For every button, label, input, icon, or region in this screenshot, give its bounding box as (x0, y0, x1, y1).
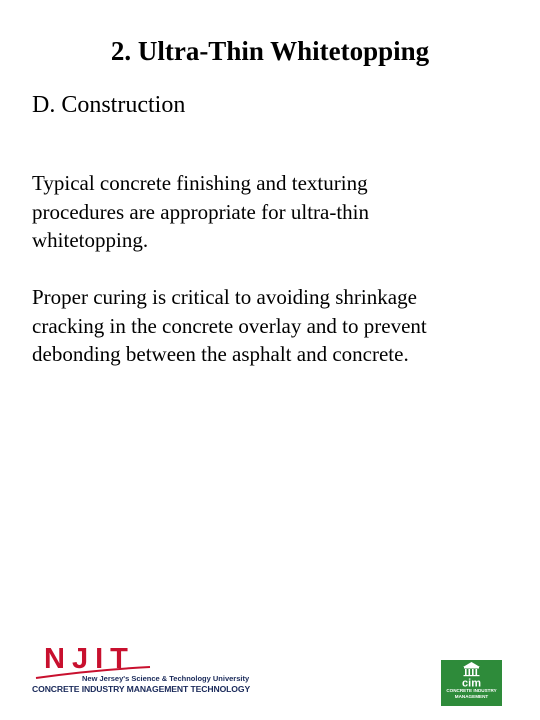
njit-department-name: CONCRETE INDUSTRY MANAGEMENT TECHNOLOGY (32, 684, 251, 694)
njit-logo (32, 644, 272, 698)
cim-name-line-2: MANAGEMENT (454, 693, 489, 699)
section-heading: D. Construction (32, 92, 186, 118)
cim-building-icon (441, 660, 502, 688)
njit-university-tagline: New Jersey's Science & Technology University (82, 674, 250, 683)
slide-title: 2. Ultra-Thin Whitetopping (110, 36, 430, 66)
svg-text:cim: cim (462, 677, 481, 688)
cim-logo (441, 660, 502, 706)
body-paragraph-curing: Proper curing is critical to avoiding shrinkage cracking in the concrete overlay and to prevent debonding between the asphalt and concrete. (32, 285, 427, 366)
body-paragraph-finishing: Typical concrete finishing and texturing procedures are appropriate for ultra-thin whitetopping. (32, 171, 370, 252)
njit-wordmark: NJIT (44, 643, 135, 675)
cim-name-line-1: CONCRETE INDUSTRY (446, 688, 497, 693)
